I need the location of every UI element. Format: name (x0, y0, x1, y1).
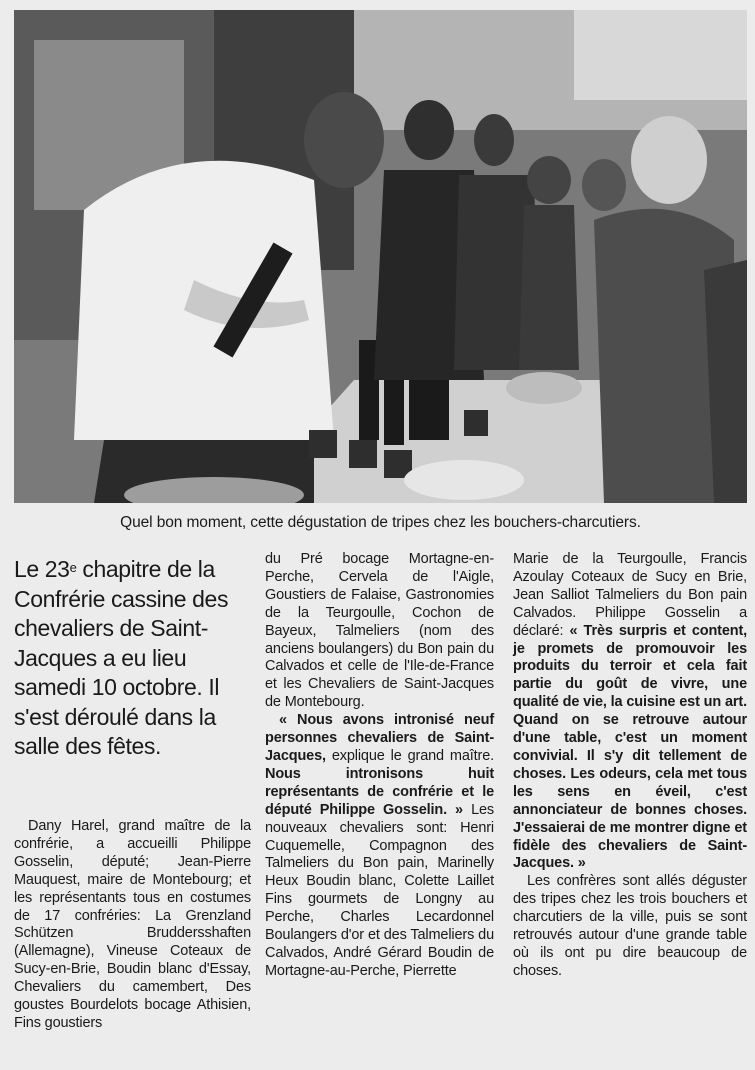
article-column-2 (265, 551, 494, 981)
quote-bold: Nous intronisons huit représentants de confrérie et le député Philippe Gosselin. » (265, 765, 494, 818)
paragraph: du Pré bocage Mortagne-en-Perche, Cervela de l'Aigle, Goustiers de Falaise, Gastronomies de la Teurgoulle, Cochon de Bayeux, Talmeliers (nom des anciens boulangers) du Bon pain du Calvados et celle de l'Ile-de-France et les Chevaliers de Saint-Jacques de Montebourg. (265, 551, 494, 711)
quote-text: explique le grand maître. (325, 747, 494, 764)
quote-text: Marie de la Teurgoulle, Francis Azoulay Coteaux de Sucy en Brie, Jean Salliot Talmeliers du Bon pain Calvados. Philippe Gosselin a déclaré: (513, 551, 747, 639)
quote-paragraph (513, 551, 747, 873)
photo-illustration (14, 10, 747, 503)
photo-caption: Quel bon moment, cette dégustation de tripes chez les bouchers-charcutiers. (120, 514, 641, 531)
quote-text: Les nouveaux chevaliers sont: Henri Cuquemelle, Compagnon des Talmeliers du Bon pain, Marinelly Heux Boudin blanc, Colette Laillet Fins gourmets de Longny au Perche, Charles Lecardonnel Boulangers d'or et des Talmeliers du Calvados, André Gérard Boudin de Mortagne-au-Perche, Pierrette (265, 801, 494, 979)
article-column-3 (513, 551, 747, 981)
quote-bold: « Très surpris et content, je promets de promouvoir les produits du terroir et cela fait partie du goût de vivre, une qualité de vie, la cuisine est un art. Quand on se retrouve autour d'une table, c'est un moment convivial. Il s'y dit tellement de choses. Les odeurs, cela met tous les sens en éveil, c'est annonciateur de bonnes choses. J'essaierai de me montrer digne et fidèle des chevaliers de Saint-Jacques. » (513, 622, 748, 872)
paragraph: Les confrères sont allés déguster des tripes chez les trois bouchers et charcutiers de la ville, puis se sont retrouvés autour d'une grande table où ils ont pu dire beaucoup de choses. (513, 873, 747, 979)
lede-superscript: e (69, 560, 77, 575)
quote-paragraph (265, 712, 494, 981)
news-photo (14, 10, 747, 503)
lede-text-post: chapitre de la Confrérie cassine des chevaliers de Saint-Jacques a eu lieu samedi 10 octobre. Il s'est déroulé dans la salle des fêtes. (14, 556, 229, 759)
lede-text-pre: Le 23 (14, 556, 70, 582)
quote-bold: « Nous avons intronisé neuf personnes chevaliers de Saint-Jacques, (265, 712, 494, 764)
article-column-1 (14, 818, 251, 1033)
paragraph: Dany Harel, grand maître de la confrérie, a accueilli Philippe Gosselin, député; Jean-Pierre Mauquest, maire de Montebourg; et les représentants tous en costumes de 17 confréries: La Grenzland Schützen Bruddersshaften (Allemagne), Vineuse Coteaux de Sucy-en-Brie, Boudin blanc d'Essay, Chevaliers du camembert, Des goustes Bourdelots bocage Athisien, Fins goustiers (14, 818, 251, 1031)
article-lede (14, 555, 259, 762)
